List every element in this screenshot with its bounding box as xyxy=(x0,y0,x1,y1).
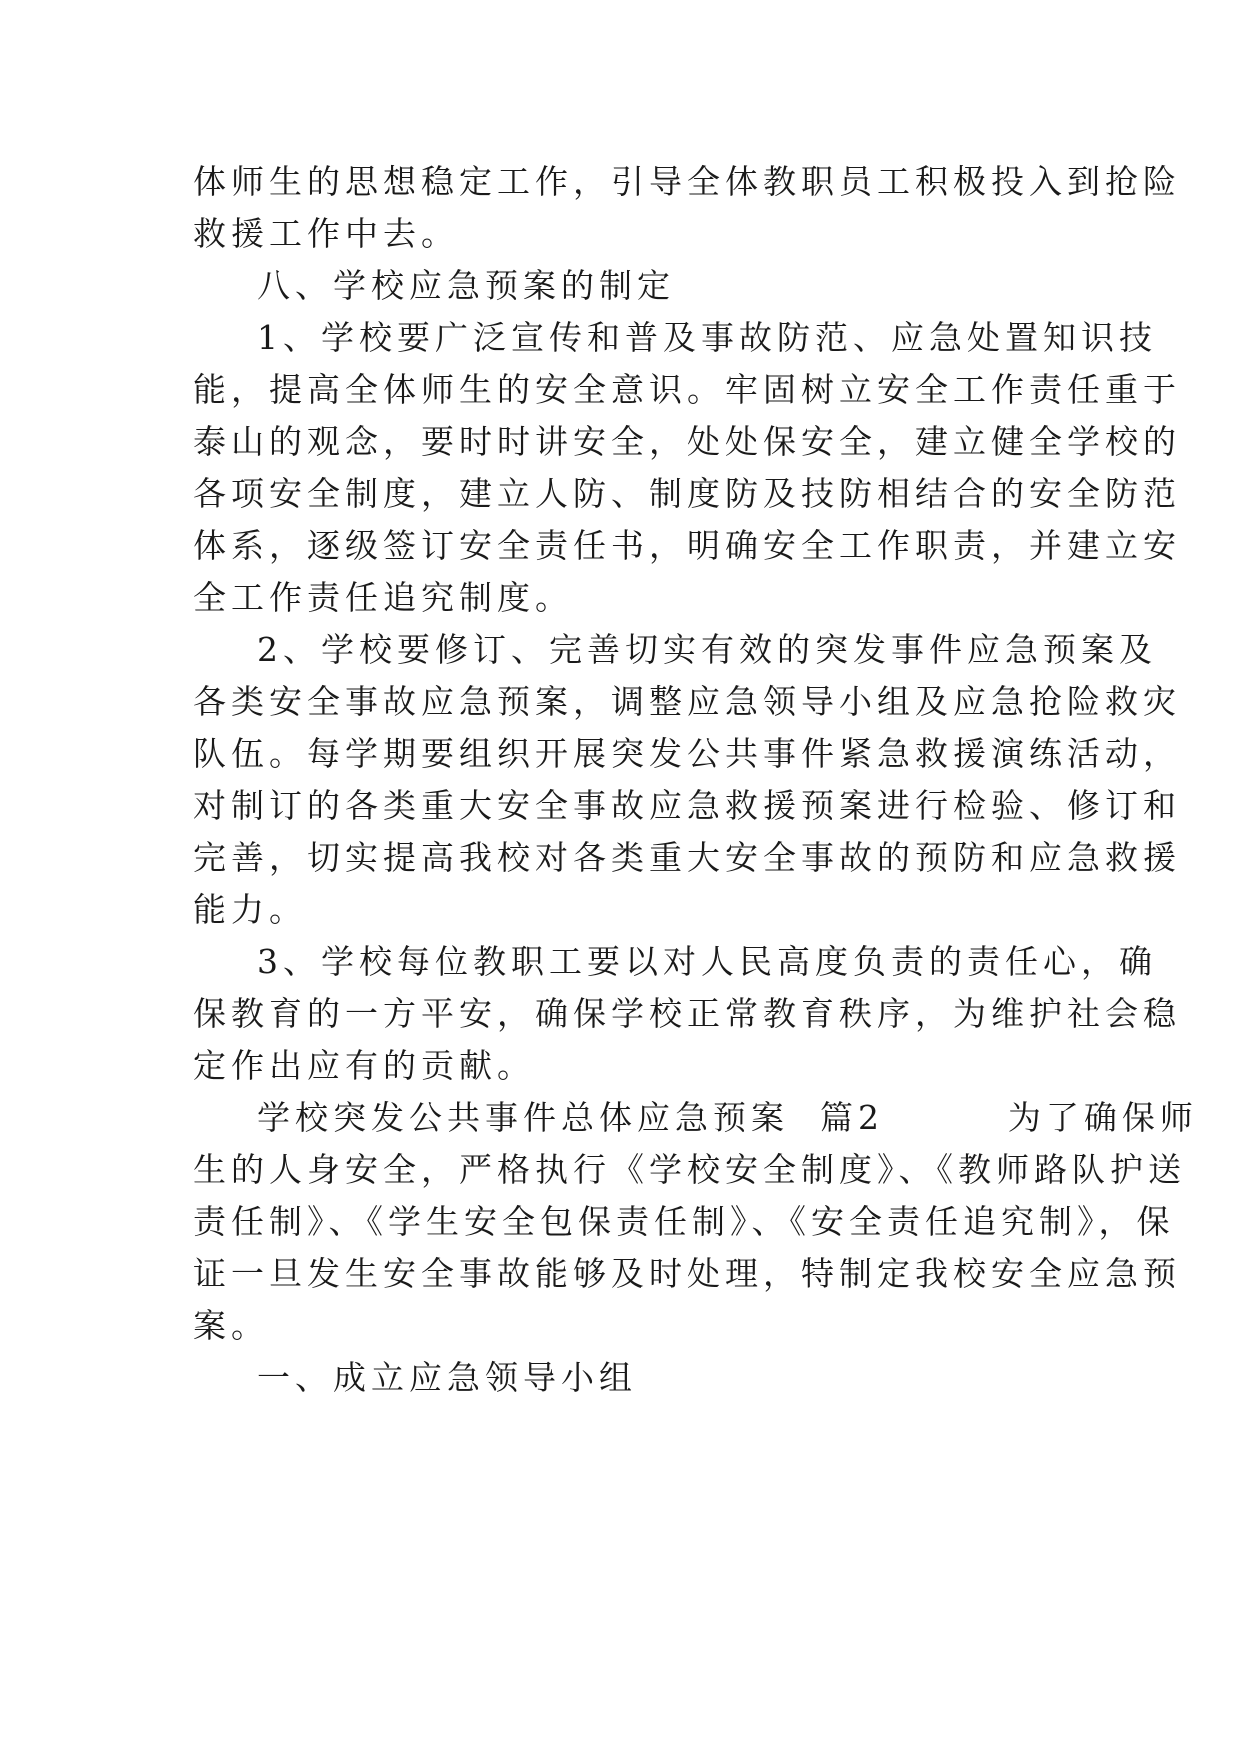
text-line: 能，提高全体师生的安全意识。牢固树立安全工作责任重于 xyxy=(193,370,1181,409)
text-line: 全工作责任追究制度。 xyxy=(193,578,573,617)
text-line: 保教育的一方平安，确保学校正常教育秩序，为维护社会稳 xyxy=(193,994,1181,1033)
text-line: 证一旦发生安全事故能够及时处理，特制定我校安全应急预 xyxy=(193,1254,1181,1293)
text-line: 各项安全制度，建立人防、制度防及技防相结合的安全防范 xyxy=(193,474,1181,513)
text-line: 1、学校要广泛宣传和普及事故防范、应急处置知识技 xyxy=(257,318,1157,357)
section-heading: 八、学校应急预案的制定 xyxy=(257,266,675,305)
text-line: 泰山的观念，要时时讲安全，处处保安全，建立健全学校的 xyxy=(193,422,1181,461)
text-line: 体师生的思想稳定工作，引导全体教职员工积极投入到抢险 xyxy=(193,162,1181,201)
article-title-line: 学校突发公共事件总体应急预案 篇2 为了确保师 xyxy=(257,1098,1198,1137)
section-heading: 一、成立应急领导小组 xyxy=(257,1358,637,1397)
text-line: 案。 xyxy=(193,1306,269,1345)
text-line: 救援工作中去。 xyxy=(193,214,459,253)
text-line: 生的人身安全，严格执行《学校安全制度》、《教师路队护送 xyxy=(193,1150,1186,1189)
text-line: 责任制》、《学生安全包保责任制》、《安全责任追究制》，保 xyxy=(193,1202,1175,1241)
text-line: 各类安全事故应急预案，调整应急领导小组及应急抢险救灾 xyxy=(193,682,1181,721)
text-line: 完善，切实提高我校对各类重大安全事故的预防和应急救援 xyxy=(193,838,1181,877)
text-line: 3、学校每位教职工要以对人民高度负责的责任心，确 xyxy=(257,942,1157,981)
text-line: 2、学校要修订、完善切实有效的突发事件应急预案及 xyxy=(257,630,1157,669)
text-line: 对制订的各类重大安全事故应急救援预案进行检验、修订和 xyxy=(193,786,1181,825)
text-line: 队伍。每学期要组织开展突发公共事件紧急救援演练活动， xyxy=(193,734,1181,773)
text-line: 能力。 xyxy=(193,890,307,929)
text-line: 定作出应有的贡献。 xyxy=(193,1046,535,1085)
text-line: 体系，逐级签订安全责任书，明确安全工作职责，并建立安 xyxy=(193,526,1181,565)
